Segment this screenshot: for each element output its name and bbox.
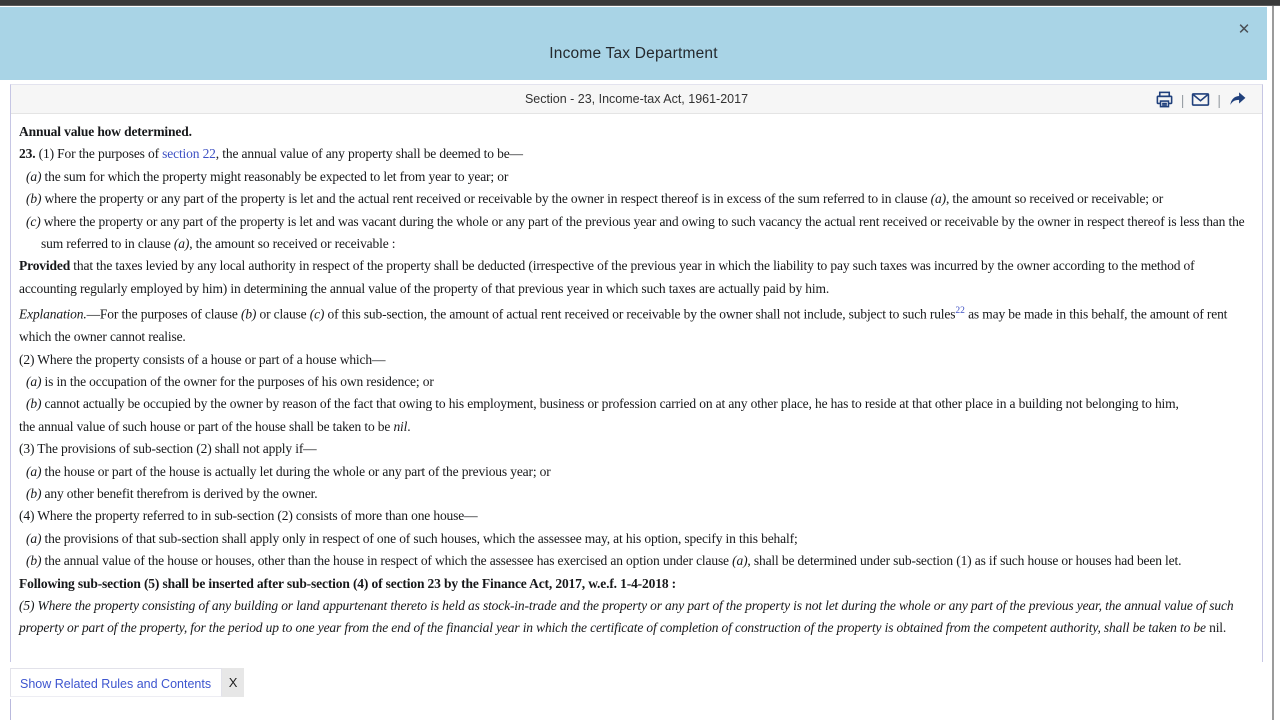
text-segment: (2) Where the property consists of a house or part of a house which— bbox=[19, 351, 386, 367]
window-top-edge bbox=[0, 0, 1280, 6]
close-icon[interactable]: ✕ bbox=[1237, 21, 1251, 38]
text-segment: (a) bbox=[26, 463, 42, 479]
toolbar-actions bbox=[1154, 89, 1248, 110]
paragraph bbox=[19, 349, 1252, 371]
paragraph bbox=[19, 255, 1252, 300]
text-segment: Annual value how determined. bbox=[19, 124, 192, 139]
text-segment: , the amount so received or receivable; or bbox=[945, 191, 1164, 207]
text-segment: or clause bbox=[256, 306, 310, 322]
paragraph bbox=[19, 371, 1252, 393]
modal-titlebar bbox=[0, 7, 1267, 80]
text-segment: , the amount so received or receivable : bbox=[189, 236, 396, 252]
text-segment: (c) bbox=[26, 213, 41, 229]
text-segment: the house or part of the house is actually let during the whole or any part of the previous year; or bbox=[41, 463, 551, 479]
text-segment: (b) bbox=[26, 396, 42, 412]
text-segment: that the taxes levied by any local authority in respect of the property shall be deducted (irrespective of the previous year in which the liability to pay such taxes was incurred by the owner according to the method of accounting regularly employed by him) in determining the annual value of the property of that previous year in which such taxes are actually paid by him. bbox=[19, 258, 1195, 296]
text-segment: nil bbox=[393, 418, 408, 434]
lower-panel-edge bbox=[10, 699, 11, 720]
paragraph bbox=[19, 573, 1252, 595]
toolbar-separator: | bbox=[1180, 91, 1185, 108]
text-segment: . bbox=[407, 418, 411, 434]
app-title: Income Tax Department bbox=[549, 45, 718, 62]
text-segment: Explanation. bbox=[19, 306, 87, 322]
footnote-link[interactable]: 22 bbox=[955, 306, 965, 317]
document-toolbar bbox=[11, 85, 1262, 114]
print-icon[interactable] bbox=[1154, 89, 1175, 110]
paragraph bbox=[19, 483, 1252, 505]
text-segment: —For the purposes of clause bbox=[86, 306, 241, 322]
text-segment: is in the occupation of the owner for the purposes of his own residence; or bbox=[41, 373, 434, 389]
paragraph bbox=[19, 550, 1252, 572]
text-segment: any other benefit therefrom is derived by the owner. bbox=[41, 486, 318, 501]
paragraph bbox=[19, 188, 1252, 210]
related-rules-tab[interactable] bbox=[10, 668, 222, 697]
text-segment: Provided bbox=[19, 258, 71, 274]
paragraph bbox=[19, 300, 1252, 348]
paragraph bbox=[19, 166, 1252, 188]
text-segment: of this sub-section, the amount of actual rent received or receivable by the owner shall not include, subject to such rules bbox=[324, 306, 956, 322]
paragraph bbox=[19, 211, 1252, 256]
paragraph bbox=[19, 461, 1252, 483]
text-segment: (b) bbox=[240, 306, 257, 322]
text-segment: (a) bbox=[173, 236, 190, 252]
text-segment: (b) bbox=[26, 486, 42, 501]
text-segment: the annual value of such house or part of the house shall be taken to be bbox=[19, 418, 394, 434]
paragraph bbox=[19, 438, 1252, 460]
document-body bbox=[11, 114, 1262, 640]
paragraph bbox=[19, 416, 1252, 438]
text-segment: cannot actually be occupied by the owner by reason of the fact that owing to his employment, business or profession carried on at any other place, he has to reside at that other place in a building not belonging to him, bbox=[41, 396, 1179, 412]
text-segment: (4) Where the property referred to in sub-section (2) consists of more than one house— bbox=[19, 508, 478, 524]
text-segment: where the property or any part of the property is let and was vacant during the whole or any part of the previous year and owing to such vacancy the actual rent received or receivable by the owner in respect thereof is less than the sum referred to in clause bbox=[40, 213, 1245, 252]
text-segment: (3) The provisions of sub-section (2) shall not apply if— bbox=[19, 441, 317, 457]
show-related-rules-link[interactable]: Show Related Rules and Contents bbox=[20, 677, 212, 691]
text-segment: as may be made in this behalf, the amount of rent which the owner cannot realise. bbox=[19, 306, 1228, 345]
share-icon[interactable] bbox=[1227, 89, 1248, 110]
text-segment: (a) bbox=[26, 373, 42, 389]
paragraph bbox=[19, 595, 1252, 640]
paragraph bbox=[19, 393, 1252, 415]
text-segment: the provisions of that sub-section shall apply only in respect of one of such houses, which the assessee may, at his option, specify in this behalf; bbox=[41, 530, 798, 546]
text-segment: the annual value of the house or houses, other than the house in respect of which the assessee has exercised an option under clause bbox=[41, 553, 733, 569]
paragraph bbox=[19, 505, 1252, 527]
text-segment: (b) bbox=[26, 553, 42, 569]
text-segment: Following sub-section (5) shall be inserted after sub-section (4) of section 23 by the Finance Act, 2017, w.e.f. 1-4-2018 : bbox=[19, 575, 676, 591]
window-right-edge bbox=[1272, 6, 1274, 720]
related-rules-bar bbox=[10, 668, 244, 697]
paragraph bbox=[19, 121, 1252, 143]
section-title: Section - 23, Income-tax Act, 1961-2017 bbox=[524, 92, 749, 106]
text-segment: (a) bbox=[26, 168, 42, 184]
text-segment: (c) bbox=[309, 306, 325, 322]
text-segment: (a) bbox=[732, 553, 748, 569]
related-rules-close-icon[interactable]: X bbox=[222, 668, 244, 697]
paragraph bbox=[19, 143, 1252, 165]
text-segment: the sum for which the property might reasonably be expected to let from year to year; or bbox=[41, 168, 509, 184]
paragraph bbox=[19, 528, 1252, 550]
email-icon[interactable] bbox=[1190, 89, 1211, 110]
document-panel bbox=[10, 84, 1263, 662]
text-segment: 23. bbox=[19, 146, 36, 162]
text-segment: , the annual value of any property shall be deemed to be— bbox=[215, 146, 523, 162]
text-segment: nil. bbox=[1209, 620, 1227, 636]
text-segment: (b) bbox=[26, 191, 42, 207]
section-link[interactable]: section 22 bbox=[162, 146, 216, 162]
text-segment: where the property or any part of the property is let and the actual rent received or receivable by the owner in respect thereof is in excess of the sum referred to in clause bbox=[41, 191, 931, 207]
text-segment: (a) bbox=[26, 530, 42, 546]
text-segment: , shall be determined under sub-section (1) as if such house or houses had been let. bbox=[747, 553, 1182, 569]
text-segment: (5) Where the property consisting of any building or land appurtenant thereto is held as stock-in-trade and the property or any part of the property is not let during the whole or any part of the previous year, the annual value of such property or part of the property, for the period up to one year from the end of the financial year in which the certificate of completion of construction of the property is obtained from the competent authority, shall be taken to be bbox=[19, 598, 1234, 636]
toolbar-separator: | bbox=[1217, 91, 1221, 108]
text-segment: (1) For the purposes of bbox=[35, 146, 163, 162]
text-segment: (a) bbox=[930, 191, 946, 207]
